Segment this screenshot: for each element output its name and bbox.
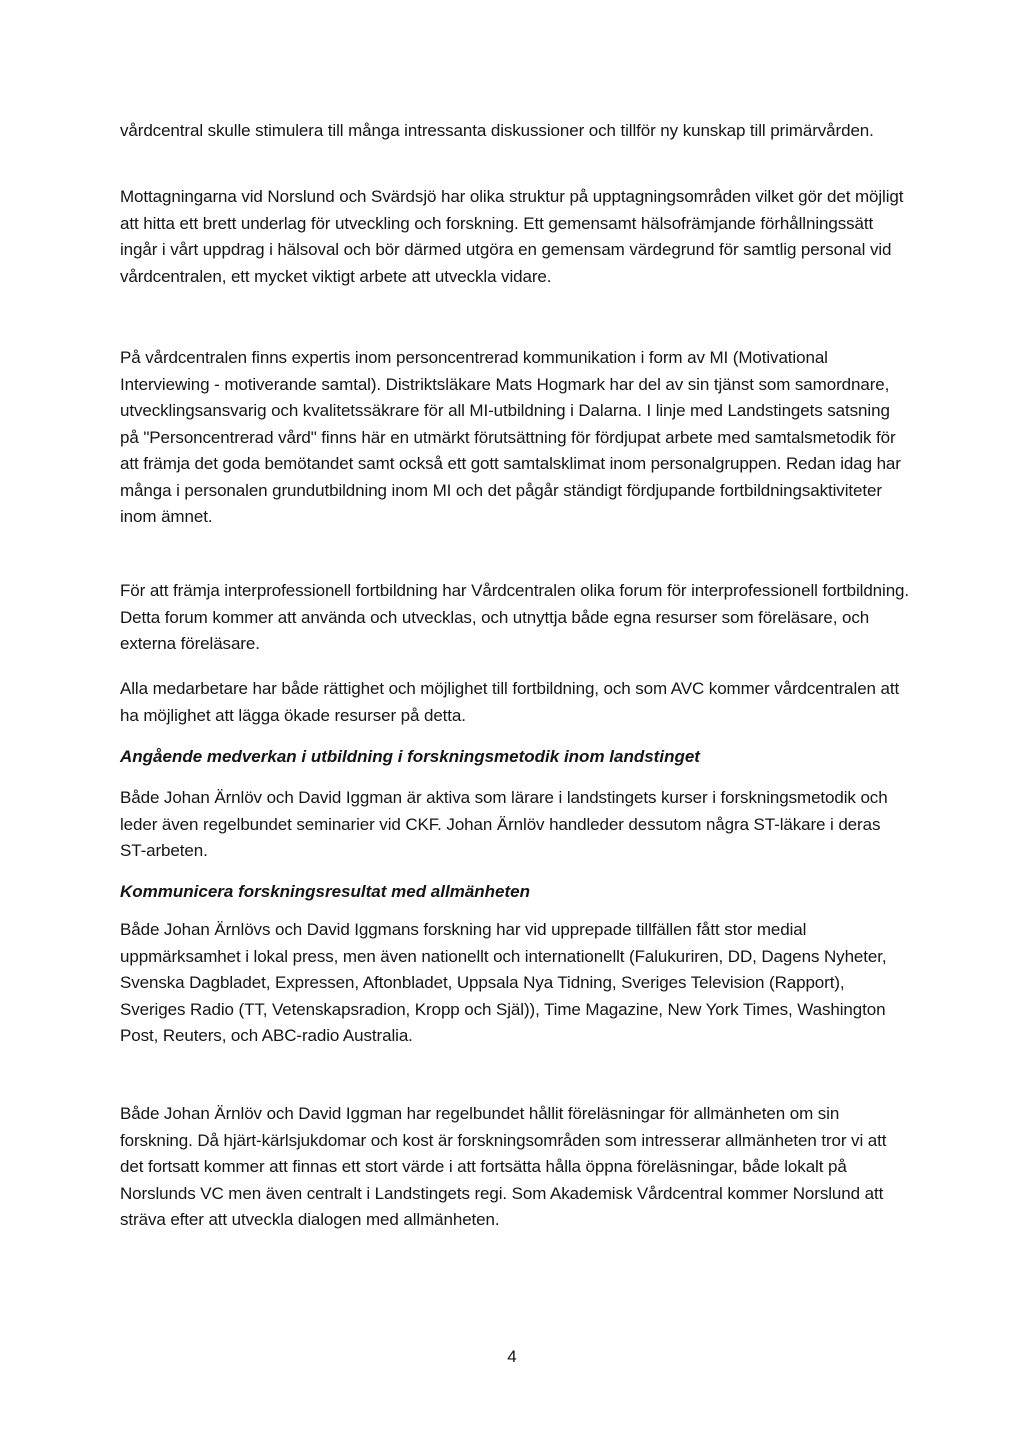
paragraph-media-attention: Både Johan Ärnlövs och David Iggmans forskning har vid upprepade tillfällen fått stor medial uppmärksamhet i lokal press, men även nationellt och internationellt (Falukuriren, DD, Dagens Nyheter, Svenska Dagbladet, Expressen, Aftonbladet, Uppsala Nya Tidning, Sveriges Television (Rapport), Sveriges Radio (TT, Vetenskapsradion, Kropp och Själ)), Time Magazine, New York Times, Washington Post, Reuters, och ABC-radio Australia.	[120, 920, 887, 1045]
paragraph-mottagningar: Mottagningarna vid Norslund och Svärdsjö har olika struktur på upptagningsområden vilket gör det möjligt att hitta ett brett underlag för utveckling och forskning. Ett gemensamt hälsofrämjande förhållningssätt ingår i vårt uppdrag i hälsoval och bör därmed utgöra en gemensam värdegrund för samtlig personal vid vårdcentralen, ett mycket viktigt arbete att utveckla vidare.	[120, 187, 904, 286]
paragraph-interprofessional-training: För att främja interprofessionell fortbildning har Vårdcentralen olika forum för interprofessionell fortbildning. Detta forum kommer att använda och utvecklas, och utnyttja både egna resurser som föreläsare, och externa föreläsare.	[120, 581, 910, 653]
section-heading-research-methodology: Angående medverkan i utbildning i forskningsmetodik inom landstinget	[120, 747, 700, 766]
paragraph-intro-continuation: vårdcentral skulle stimulera till många intressanta diskussioner och tillför ny kunskap till primärvården.	[120, 121, 874, 140]
paragraph-public-lectures: Både Johan Ärnlöv och David Iggman har regelbundet hållit föreläsningar för allmänheten om sin forskning. Då hjärt-kärlsjukdomar och kost är forskningsområden som intresserar allmänheten tror vi att det fortsatt kommer att finnas ett stort värde i att fortsätta hålla öppna föreläsningar, både lokalt på Norslunds VC men även centralt i Landstingets regi. Som Akademisk Vårdcentral kommer Norslund att sträva efter att utveckla dialogen med allmänheten.	[120, 1104, 887, 1229]
paragraph-teaching: Både Johan Ärnlöv och David Iggman är aktiva som lärare i landstingets kurser i forskningsmetodik och leder även regelbundet seminarier vid CKF. Johan Ärnlöv handleder dessutom några ST-läkare i deras ST-arbeten.	[120, 788, 888, 860]
paragraph-mi-expertise: På vårdcentralen finns expertis inom personcentrerad kommunikation i form av MI (Motivational Interviewing - motiverande samtal). Distriktsläkare Mats Hogmark har del av sin tjänst som samordnare, utvecklingsansvarig och kvalitetssäkrare för all MI-utbildning i Dalarna. I linje med Landstingets satsning på "Personcentrerad vård" finns här en utmärkt förutsättning för fördjupat arbete med samtalsmetodik för att främja det goda bemötandet samt också ett gott samtalsklimat inom personalgruppen. Redan idag har många i personalen grundutbildning inom MI och det pågår ständigt fördjupande fortbildningsaktiviteter inom ämnet.	[120, 348, 901, 526]
section-heading-communicate-research: Kommunicera forskningsresultat med allmänheten	[120, 882, 530, 901]
paragraph-staff-training-rights: Alla medarbetare har både rättighet och möjlighet till fortbildning, och som AVC kommer vårdcentralen att ha möjlighet att lägga ökade resurser på detta.	[120, 679, 900, 725]
page-number: 4	[507, 1347, 517, 1366]
